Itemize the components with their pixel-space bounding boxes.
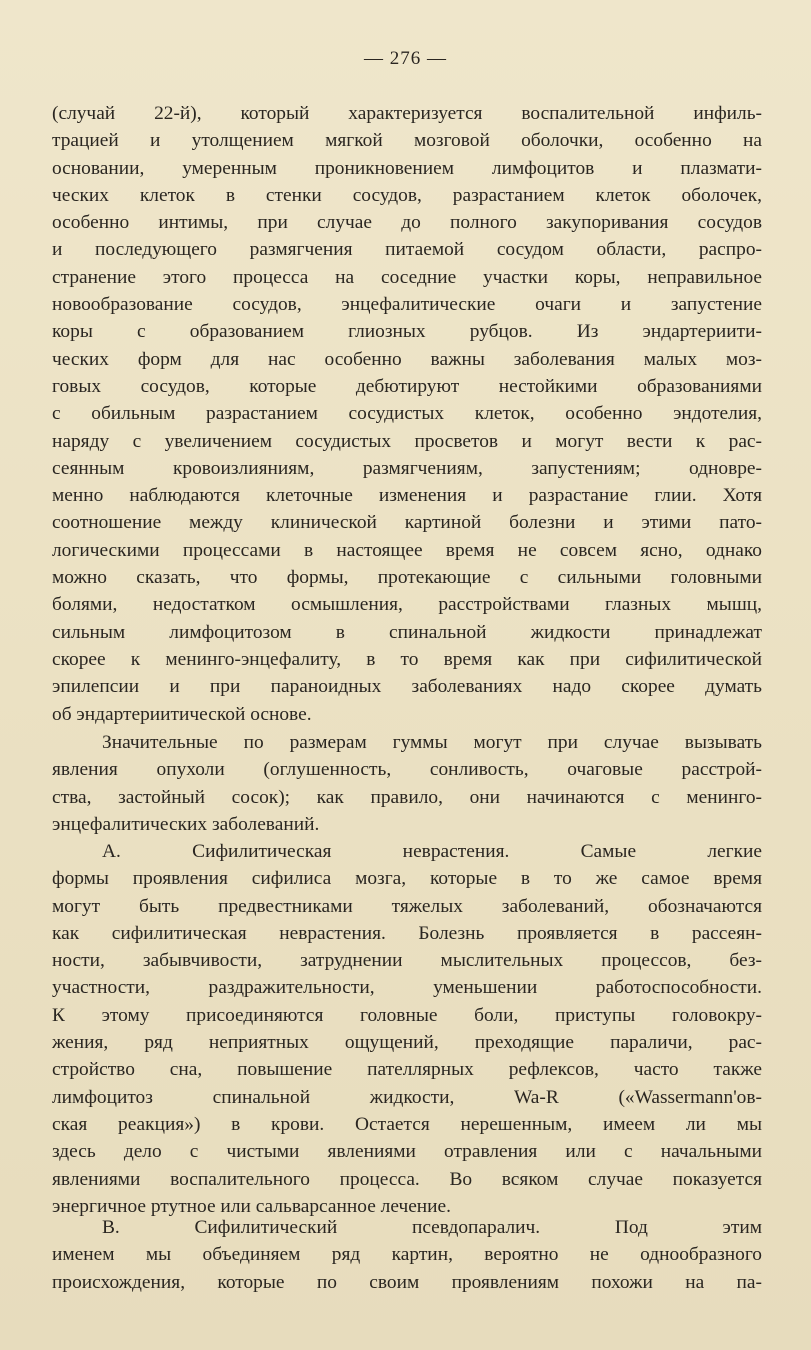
text-line: скорее к менинго-энцефалиту, в то время как при сифилитической	[52, 648, 762, 670]
text-line: явления опухоли (оглушенность, сонливость, очаговые расстрой-	[52, 759, 762, 781]
text-line: формы проявления сифилиса мозга, которые в то же самое время	[52, 868, 762, 890]
text-line: ская реакция») в крови. Остается нерешенным, имеем ли мы	[52, 1113, 762, 1135]
paragraph-gummas	[52, 729, 762, 838]
text-line: происхождения, которые по своим проявлениям похожи на па-	[52, 1271, 762, 1293]
text-line: эпилепсии и при параноидных заболеваниях надо скорее думать	[52, 676, 762, 698]
section-b-heading-line: В. Сифилитический псевдопаралич. Под этим	[102, 1217, 762, 1238]
text-line: и последующего размягчения питаемой сосудом области, распро-	[52, 239, 762, 261]
text-line: коры с образованием глиозных рубцов. Из эндартериити-	[52, 321, 762, 343]
text-line: логическими процессами в настоящее время не совсем ясно, однако	[52, 539, 762, 561]
text-line: как сифилитическая неврастения. Болезнь проявляется в рассеян-	[52, 922, 762, 944]
text-line: сильным лимфоцитозом в спинальной жидкости принадлежат	[52, 621, 762, 643]
text-line: болями, недостатком осмышления, расстройствами глазных мышц,	[52, 594, 762, 616]
text-line: говых сосудов, которые дебютируют нестойкими образованиями	[52, 375, 762, 397]
text-line: ческих клеток в стенки сосудов, разрастанием клеток оболочек,	[52, 184, 762, 206]
text-line: стройство сна, повышение пателлярных рефлексов, часто также	[52, 1059, 762, 1081]
text-line: ческих форм для нас особенно важны заболевания малых моз-	[52, 348, 762, 370]
text-line: новообразование сосудов, энцефалитические очаги и запустение	[52, 294, 762, 316]
text-line: лимфоцитоз спинальной жидкости, Wa-R («Wassermann'ов-	[52, 1086, 762, 1108]
paragraph-continuation	[52, 100, 762, 728]
text-line: энцефалитических заболеваний.	[52, 813, 320, 835]
text-line: соотношение между клинической картиной болезни и этими пато-	[52, 512, 762, 534]
text-line: об эндартериитической основе.	[52, 703, 312, 725]
text-line: именем мы объединяем ряд картин, вероятно не однообразного	[52, 1244, 762, 1266]
text-line: Значительные по размерам гуммы могут при случае вызывать	[102, 732, 762, 753]
text-line: менно наблюдаются клеточные изменения и разрастание глии. Хотя	[52, 485, 762, 507]
text-line: энергичное ртутное или сальварсанное лечение.	[52, 1195, 452, 1217]
text-line: (случай 22-й), который характеризуется воспалительной инфиль-	[52, 103, 762, 124]
page-number-header: — 276 —	[364, 48, 447, 69]
text-line: основании, умеренным проникновением лимфоцитов и плазмати-	[52, 157, 762, 179]
section-a-heading-line: А. Сифилитическая неврастения. Самые легкие	[102, 841, 762, 862]
text-line: наряду с увеличением сосудистых просветов и могут вести к рас-	[52, 430, 762, 452]
text-line: сеянным кровоизлияниям, размягчениям, запустениям; одновре-	[52, 457, 762, 479]
text-line: можно сказать, что формы, протекающие с сильными головными	[52, 567, 762, 589]
text-line: могут быть предвестниками тяжелых заболеваний, обозначаются	[52, 895, 762, 917]
text-line: ности, забывчивости, затруднении мыслительных процессов, без-	[52, 950, 762, 972]
text-line: участности, раздражительности, уменьшении работоспособности.	[52, 977, 762, 999]
text-line: трацией и утолщением мягкой мозговой оболочки, особенно на	[52, 130, 762, 152]
text-line: явлениями воспалительного процесса. Во всяком случае показуется	[52, 1168, 762, 1190]
section-b-syphilitic-pseudoparalysis	[52, 1214, 762, 1296]
text-line: здесь дело с чистыми явлениями отравления или с начальными	[52, 1141, 762, 1163]
text-line: жения, ряд неприятных ощущений, преходящие параличи, рас-	[52, 1032, 762, 1054]
section-a-syphilitic-neurasthenia	[52, 838, 762, 1220]
text-line: странение этого процесса на соседние участки коры, неправильное	[52, 266, 762, 288]
text-line: ства, застойный сосок); как правило, они начинаются с менинго-	[52, 786, 762, 808]
text-line: с обильным разрастанием сосудистых клеток, особенно эндотелия,	[52, 403, 762, 425]
text-line: К этому присоединяются головные боли, приступы головокру-	[52, 1004, 762, 1026]
text-line: особенно интимы, при случае до полного закупоривания сосудов	[52, 212, 762, 234]
